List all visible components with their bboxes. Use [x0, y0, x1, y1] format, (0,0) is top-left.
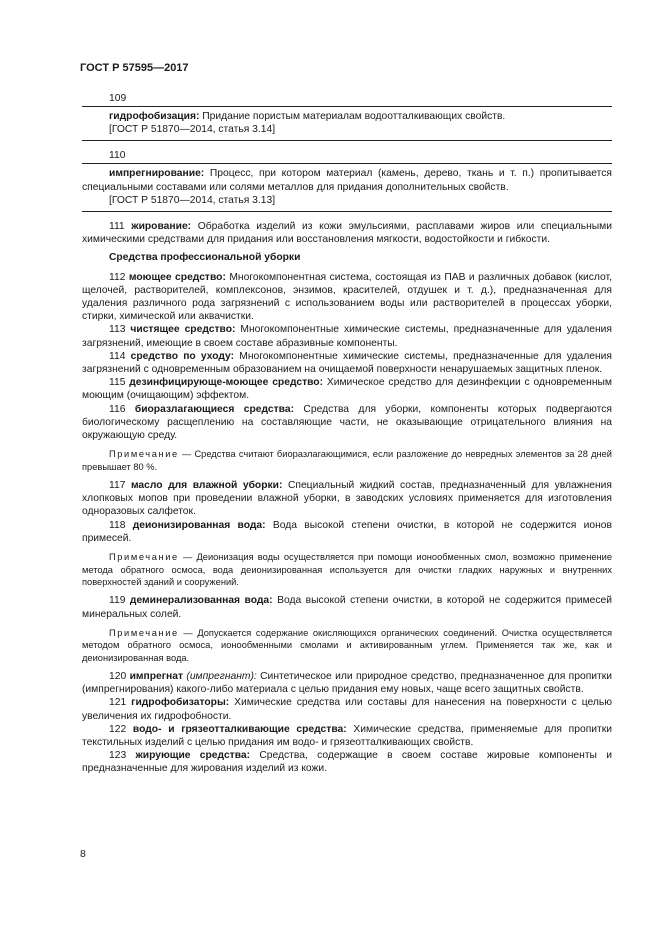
section-title: Средства профессиональной уборки	[109, 252, 301, 264]
term-120-synonym: (импрегнант):	[183, 670, 257, 682]
term-123: жирующие средства:	[135, 750, 251, 762]
term-113: чистящее средство:	[130, 324, 236, 336]
definition-110	[82, 167, 612, 193]
note-label: Примечание	[109, 627, 179, 638]
term-entry-113: 113 чистящее средство: Многокомпонентные химические системы, предназначенные для удаления загрязнений, имеющие в своем составе абразивные компоненты.	[82, 324, 612, 349]
term-entry-122: 122 водо- и грязеотталкивающие средства: Химические средства, применяемые для пропитки текстильных изделий с целью придания им водо- и грязеотталкивающих свойств.	[82, 723, 612, 748]
reference-109: [ГОСТ Р 51870—2014, статья 3.14]	[109, 124, 276, 136]
definition-text-109: Придание пористым материалам водоотталкивающих свойств.	[199, 111, 506, 122]
document-header: ГОСТ Р 57595—2017	[80, 62, 189, 74]
term-entry-120: 120 импрегнат (импрегнант): Синтетическое или природное средство, предназначенное для пропитки (импрегнирования) какого-либо материала с целью придания ему новых, чаще всего защитных свойств.	[82, 670, 612, 696]
term-117: масло для влажной уборки:	[130, 480, 283, 492]
term-entry-121: 121 гидрофобизаторы: Химические средства или составы для нанесения на поверхности с целью увеличения их гидрофобности.	[82, 697, 613, 722]
page-number: 8	[80, 848, 86, 860]
term-entry-111: 111 жирование: Обработка изделий из кожи эмульсиями, расплавами жиров или специальными химическими средствами для придания или восстановления мягкости, водостойкости и гибкости.	[82, 221, 612, 246]
term-121: гидрофобизаторы:	[131, 697, 230, 709]
term-entry-123: 123 жирующие средства: Средства, содержащие в своем составе жировые компоненты и предназначенные для жирования изделий из кожи.	[82, 750, 612, 775]
term-118: деионизированная вода:	[132, 519, 266, 531]
definition-text-110: Процесс, при котором материал (камень, дерево, ткань и т. п.) пропитывается специальными составами или солями металлов для придания дополнительных свойств.	[82, 168, 612, 193]
term-109: гидрофобизация:	[109, 111, 200, 122]
box-number-109: 109	[109, 93, 127, 104]
note-116: Примечание — Средства считают биоразлагающимися, если разложение до невредных элементов за 28 дней превышает 80 %.	[82, 449, 612, 472]
definition-109	[82, 110, 612, 123]
note-label: Примечание	[109, 449, 179, 460]
term-entry-117: 117 масло для влажной уборки: Специальный жидкий состав, предназначенный для увлажнения хлопковых мопов при проведении влажной уборки, в заводских условиях применяется для изготовления одноразовых салфеток.	[82, 480, 612, 518]
term-115: дезинфицирующе-моющее средство:	[129, 377, 324, 389]
quoted-definition-109	[82, 106, 612, 141]
term-entry-119: 119 деминерализованная вода: Вода высокой степени очистки, в которой не содержится примесей минеральных солей.	[82, 595, 613, 620]
note-118: Примечание — Деионизация воды осуществляется при помощи ионообменных смол, возможно применение метода обратного осмоса, вода деионизированная используется для очистки гладких наружных и внутренних поверхностей зданий и сооружений.	[82, 552, 612, 587]
reference-110: [ГОСТ Р 51870—2014, статья 3.13]	[109, 194, 276, 206]
term-112: моющее средство:	[128, 271, 226, 283]
box-number-110: 110	[109, 150, 126, 162]
term-116: биоразлагающиеся средства:	[134, 403, 295, 415]
term-114: средство по уходу:	[130, 350, 235, 362]
document-content	[82, 92, 612, 776]
term-119: деминерализованная вода:	[129, 595, 273, 607]
term-entry-112: 112 моющее средство: Многокомпонентная система, состоящая из ПАВ и различных добавок (кислот, щелочей, растворителей, комплексонов, энзимов, красителей, отдушек и т. д.), предназначенная для удаления различного рода загрязнений с использованием воды или растворителей в процессах уборки, стирки, химической или аквачистки.	[82, 271, 612, 323]
term-entry-118: 118 деионизированная вода: Вода высокой степени очистки, в которой не содержится ионов примесей.	[82, 519, 612, 544]
term-111: жирование:	[131, 221, 192, 233]
term-120: импрегнат	[129, 670, 184, 682]
term-entry-115: 115 дезинфицирующе-моющее средство: Химическое средство для дезинфекции с одновременным моющим (очищающим) эффектом.	[82, 377, 613, 402]
term-122: водо- и грязеотталкивающие средства:	[132, 723, 347, 735]
quoted-definition-110	[82, 163, 612, 212]
term-entry-116: 116 биоразлагающиеся средства: Средства для уборки, компоненты которых подвергаются биологическому расщеплению на составляющие части, не оказывающие отрицательного влияния на окружающую среду.	[82, 403, 612, 442]
term-entry-114: 114 средство по уходу: Многокомпонентные химические системы, предназначенные для удаления загрязнений с одновременным образованием на очищаемой поверхности ненарушаемых защитных пленок.	[82, 350, 612, 376]
term-110: импрегнирование:	[109, 168, 205, 180]
note-label: Примечание	[109, 552, 179, 563]
note-119: Примечание — Допускается содержание окисляющихся органических соединений. Очистка осуществляется методом обратного осмоса, ионообменными смолами и активированным углем. Применяется так же, как и деионизированная вода.	[82, 627, 612, 663]
